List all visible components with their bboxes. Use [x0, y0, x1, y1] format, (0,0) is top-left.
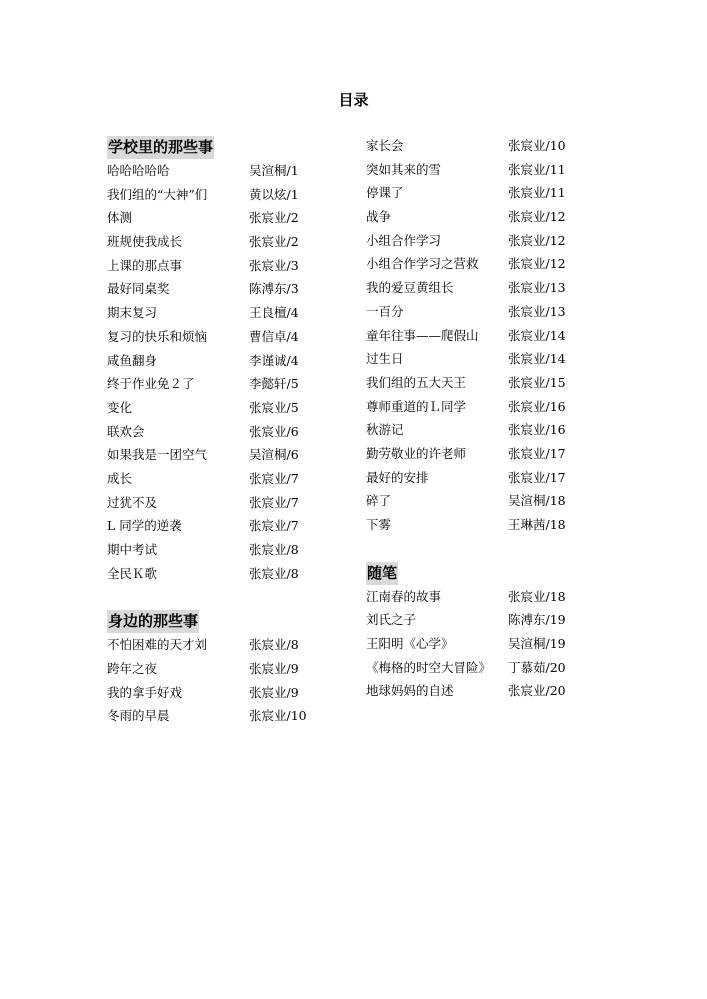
- toc-entry: [366, 513, 596, 537]
- entry-title: 我们组的五大天王: [366, 374, 467, 390]
- entry-title: 期末复习: [107, 305, 158, 321]
- entry-title: 江南春的故事: [366, 588, 442, 604]
- entry-author-page: 张宸业/5: [249, 399, 299, 415]
- toc-entry: [107, 349, 337, 373]
- entry-author-page: 张宸业/17: [508, 445, 566, 461]
- entry-author-page: 王良檀/4: [249, 305, 299, 321]
- entry-title: 跨年之夜: [107, 661, 158, 677]
- entry-author-page: 张宸业/11: [508, 185, 566, 201]
- toc-entry: [366, 252, 596, 276]
- entry-title: 家长会: [366, 138, 404, 153]
- toc-entry: [366, 395, 596, 419]
- toc-entry: [107, 396, 337, 420]
- toc-entry: [107, 183, 337, 207]
- school-entries: [107, 159, 337, 585]
- toc-entry: [366, 158, 596, 182]
- toc-entry: [366, 418, 596, 442]
- section-essays: [366, 560, 596, 585]
- entry-author-page: 李谨诚/4: [249, 352, 299, 368]
- entry-title: 勤劳敬业的许老师: [366, 445, 467, 461]
- toc-entry: [107, 325, 337, 349]
- entry-title: 小组合作学习之营救: [366, 256, 479, 272]
- entry-author-page: 张宸业/12: [508, 232, 566, 248]
- toc-entry: [366, 442, 596, 466]
- entry-title: 变化: [107, 399, 133, 415]
- entry-author-page: 张宸业/10: [249, 708, 307, 724]
- entry-author-page: 陈溥东/3: [249, 281, 299, 297]
- section-gap: [366, 537, 596, 560]
- entry-title: 小组合作学习: [366, 232, 442, 248]
- toc-entry: [366, 489, 596, 513]
- section-around: [107, 608, 337, 633]
- toc-entry: [107, 277, 337, 301]
- toc-entry: [366, 585, 596, 609]
- entry-title: L 同学的逆袭: [107, 518, 182, 534]
- entry-title: 复习的快乐和烦恼: [107, 328, 208, 344]
- entry-author-page: 张宸业/6: [249, 423, 299, 439]
- entry-author-page: 张宸业/13: [508, 280, 566, 296]
- toc-entry: [366, 229, 596, 253]
- entry-title: 全民Ｋ歌: [107, 565, 158, 581]
- toc-entry: [107, 230, 337, 254]
- entry-author-page: 张宸业/7: [249, 518, 299, 534]
- entry-title: 上课的那点事: [107, 257, 183, 273]
- entry-title: 哈哈哈哈哈: [107, 163, 170, 178]
- entry-title: 一百分: [366, 303, 404, 319]
- entry-author-page: 张宸业/18: [508, 588, 566, 604]
- entry-title: 童年往事——爬假山: [366, 327, 479, 343]
- entry-title: 我的爱豆黄组长: [366, 280, 454, 296]
- toc-entry: [366, 324, 596, 348]
- entry-title: 碎了: [366, 493, 392, 509]
- entry-title: 终于作业免２了: [107, 376, 195, 392]
- entry-author-page: 王琳茜/18: [508, 517, 566, 532]
- entry-author-page: 张宸业/20: [508, 683, 566, 699]
- toc-entry: [107, 491, 337, 515]
- toc-entry: [107, 159, 337, 183]
- entry-author-page: 曹信卓/4: [249, 328, 299, 344]
- entry-title: 王阳明《心学》: [366, 636, 454, 652]
- section-gap: [107, 585, 337, 608]
- entry-title: 最好的安排: [366, 469, 429, 485]
- toc-entry: [107, 538, 337, 562]
- toc-entry: [107, 657, 337, 681]
- toc-entry: [366, 300, 596, 324]
- toc-entry: [107, 467, 337, 491]
- section-heading-around: 身边的那些事: [107, 610, 199, 633]
- toc-entry: [107, 633, 337, 657]
- entry-title: 过生日: [366, 351, 404, 367]
- entry-title: 冬雨的早晨: [107, 708, 170, 724]
- toc-entry: [107, 681, 337, 705]
- entry-author-page: 张宸业/8: [249, 637, 299, 653]
- entry-title: 我们组的“大神”们: [107, 186, 208, 202]
- entry-author-page: 张宸业/14: [508, 327, 566, 343]
- entry-title: 班规使我成长: [107, 234, 183, 250]
- toc-entry: [366, 608, 596, 632]
- entry-title: 地球妈妈的自述: [366, 683, 454, 699]
- entry-title: 刘氏之子: [366, 612, 417, 628]
- entry-author-page: 张宸业/8: [249, 542, 299, 557]
- entry-author-page: 张宸业/12: [508, 256, 566, 272]
- toc-entry: [366, 276, 596, 300]
- entry-author-page: 张宸业/13: [508, 303, 566, 319]
- entry-author-page: 丁慕茹/20: [508, 659, 566, 675]
- essays-entries: [366, 585, 596, 703]
- entry-author-page: 张宸业/3: [249, 257, 299, 273]
- entry-author-page: 张宸业/17: [508, 469, 566, 485]
- page-title: 目录: [338, 91, 369, 109]
- entry-title: 期中考试: [107, 542, 158, 557]
- toc-entry: [107, 372, 337, 396]
- toc-entry: [366, 371, 596, 395]
- toc-entry: [366, 347, 596, 371]
- entry-author-page: 张宸业/9: [249, 661, 299, 677]
- entry-author-page: 张宸业/7: [249, 470, 299, 486]
- entry-title: 过犹不及: [107, 494, 158, 510]
- entry-author-page: 吴渲桐/18: [508, 493, 566, 509]
- entry-title: 尊师重道的Ｌ同学: [366, 398, 467, 414]
- entry-author-page: 张宸业/10: [508, 138, 566, 153]
- entry-title: 停课了: [366, 185, 404, 201]
- section-heading-essays: 随笔: [366, 562, 398, 585]
- section-school: [107, 134, 337, 159]
- section-heading-school: 学校里的那些事: [107, 136, 214, 159]
- around-entries: [107, 633, 337, 728]
- entry-title: 成长: [107, 470, 133, 486]
- toc-entry: [107, 443, 337, 467]
- toc-entry: [366, 656, 596, 680]
- entry-author-page: 张宸业/9: [249, 684, 299, 700]
- toc-left-column: [107, 134, 337, 728]
- entry-title: 我的拿手好戏: [107, 684, 183, 700]
- entry-author-page: 张宸业/16: [508, 422, 566, 438]
- toc-entry: [107, 254, 337, 278]
- entry-author-page: 李懿轩/5: [249, 376, 299, 392]
- entry-author-page: 张宸业/2: [249, 210, 299, 226]
- toc-entry: [366, 679, 596, 703]
- entry-title: 如果我是一团空气: [107, 447, 208, 463]
- toc-entry: [107, 514, 337, 538]
- entry-author-page: 张宸业/14: [508, 351, 566, 367]
- entry-author-page: 张宸业/8: [249, 565, 299, 581]
- toc-entry: [366, 134, 596, 158]
- entry-title: 不怕困难的天才刘: [107, 637, 208, 653]
- entry-title: 咸鱼翻身: [107, 352, 158, 368]
- entry-title: 战争: [366, 209, 392, 225]
- toc-entry: [107, 420, 337, 444]
- entry-author-page: 吴渲桐/6: [249, 447, 299, 463]
- entry-author-page: 陈溥东/19: [508, 612, 566, 628]
- entry-author-page: 张宸业/16: [508, 398, 566, 414]
- toc-entry: [366, 632, 596, 656]
- entry-author-page: 张宸业/12: [508, 209, 566, 225]
- entry-author-page: 黄以炫/1: [249, 186, 299, 202]
- entry-title: 《梅格的时空大冒险》: [366, 659, 492, 675]
- entry-title: 秋游记: [366, 422, 404, 438]
- toc-entry: [366, 181, 596, 205]
- entry-title: 体测: [107, 210, 133, 226]
- entry-author-page: 吴渲桐/1: [249, 163, 299, 178]
- toc-entry: [107, 206, 337, 230]
- toc-entry: [366, 205, 596, 229]
- entry-author-page: 张宸业/7: [249, 494, 299, 510]
- toc-entry: [107, 704, 337, 728]
- around-cont-entries: [366, 134, 596, 537]
- toc-entry: [366, 466, 596, 490]
- entry-author-page: 吴渲桐/19: [508, 636, 566, 652]
- toc-entry: [107, 301, 337, 325]
- entry-title: 下雾: [366, 517, 392, 532]
- toc-entry: [107, 562, 337, 586]
- toc-right-column: [366, 134, 596, 703]
- entry-title: 联欢会: [107, 423, 145, 439]
- entry-author-page: 张宸业/15: [508, 374, 566, 390]
- entry-author-page: 张宸业/2: [249, 234, 299, 250]
- entry-author-page: 张宸业/11: [508, 161, 566, 177]
- entry-title: 突如其来的雪: [366, 161, 442, 177]
- entry-title: 最好同桌奖: [107, 281, 170, 297]
